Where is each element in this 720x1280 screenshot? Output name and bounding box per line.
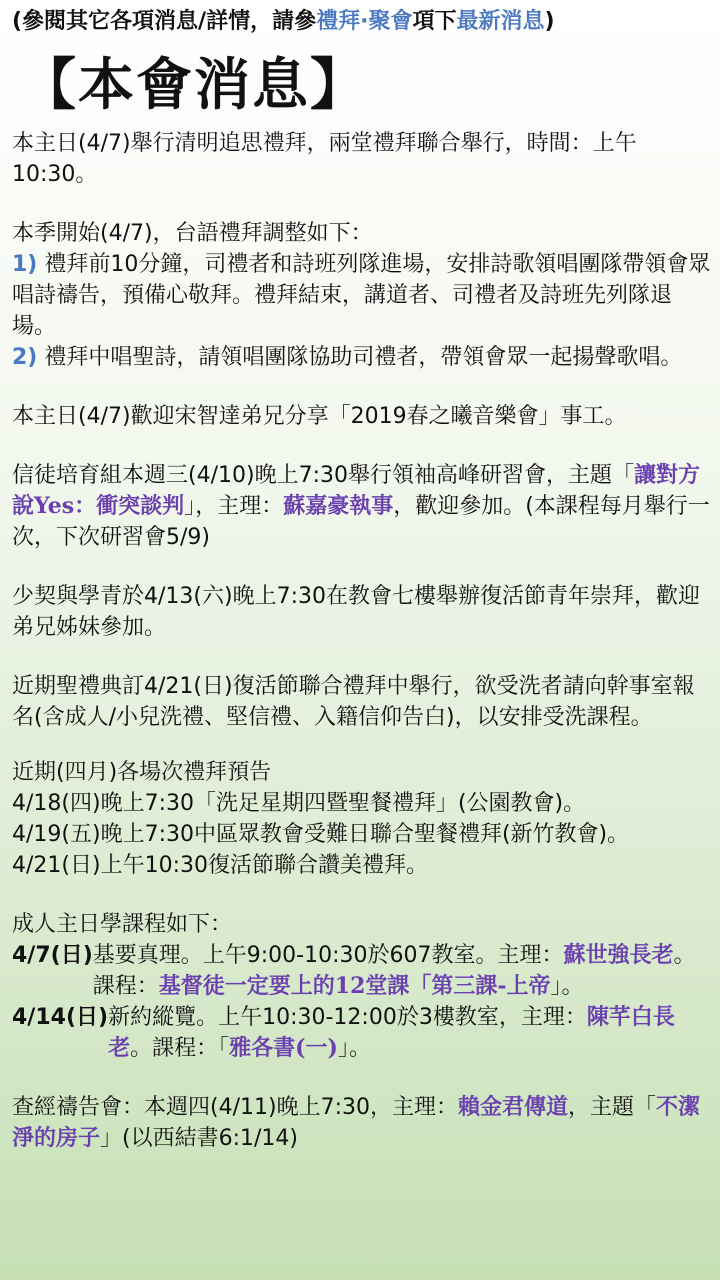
news-item-youth-worship: 少契與學青於4/13(六)晚上7:30在教會七樓舉辦復活節青年崇拜，歡迎弟兄姊妹參加。 bbox=[12, 584, 700, 640]
reference-prefix: (參閱其它各項消息/詳情，請參 bbox=[12, 9, 317, 34]
course-2-label: 。課程：「 bbox=[130, 1036, 230, 1061]
course-2-date: 4/14(日) bbox=[12, 1005, 109, 1030]
point-1-text: 禮拜前10分鐘，司禮者和詩班列隊進場，安排詩歌領唱團隊帶領會眾唱詩禱告，預備心敬拜。禮拜結束，講道者、司禮者及詩班先列隊退場。 bbox=[12, 252, 711, 339]
course-1-text bbox=[93, 940, 712, 1002]
course-2-title: 雅各書(一) bbox=[229, 1035, 338, 1061]
news-item-baptism: 近期聖禮典訂4/21(日)復活節聯合禮拜中舉行，欲受洗者請向幹事室報名(含成人/小兒洗禮、堅信禮、入籍信仰告白)，以安排受洗課程。 bbox=[12, 674, 695, 730]
course-1-date: 4/7(日) bbox=[12, 943, 93, 968]
sunday-school-course-1 bbox=[12, 940, 712, 1002]
seminar-text-a: 信徒培育組本週三(4/10)晚上7:30舉行領袖高峰研習會，主題「 bbox=[12, 463, 634, 488]
worship-gathering-link[interactable]: 禮拜·聚會 bbox=[316, 9, 413, 34]
bible-study-text-c: 」(以西結書6:1/14) bbox=[100, 1126, 298, 1151]
course-1-title: 基督徒一定要上的12堂課「第三課-上帝 bbox=[158, 973, 551, 999]
course-1-end: 」。 bbox=[550, 974, 584, 999]
course-1-label: 。課程： bbox=[92, 943, 696, 999]
course-2-leader: 陳芊白長老 bbox=[108, 1004, 675, 1061]
seminar-topic: 讓對方說Yes：衝突談判 bbox=[12, 462, 700, 519]
reference-suffix: ) bbox=[544, 9, 555, 34]
bible-study-leader: 賴金君傳道 bbox=[457, 1094, 568, 1120]
point-2-number: 2) bbox=[12, 345, 38, 370]
sunday-school-course-2 bbox=[12, 1002, 712, 1064]
taiwanese-service-point-1 bbox=[12, 249, 712, 342]
schedule-line-1: 4/18(四)晚上7:30「洗足星期四暨聖餐禮拜」(公園教會)。 bbox=[12, 791, 586, 816]
reference-note bbox=[12, 0, 712, 44]
reference-mid: 項下 bbox=[412, 9, 457, 34]
seminar-text-c: ，歡迎參加。(本課程每月舉行一次，下次研習會5/9) bbox=[12, 494, 710, 550]
schedule-line-2: 4/19(五)晚上7:30中區眾教會受難日聯合聖餐禮拜(新竹教會)。 bbox=[12, 822, 630, 847]
news-item-leadership-seminar bbox=[12, 460, 712, 553]
sunday-school-intro: 成人主日學課程如下： bbox=[12, 912, 233, 937]
schedule-line-3: 4/21(日)上午10:30復活節聯合讚美禮拜。 bbox=[12, 853, 428, 878]
schedule-intro: 近期(四月)各場次禮拜預告 bbox=[12, 760, 272, 785]
course-2-end: 」。 bbox=[337, 1036, 371, 1061]
bible-study-text-b: ，主題「 bbox=[568, 1095, 657, 1120]
page-title: 【本會消息】 bbox=[20, 53, 368, 118]
point-1-number: 1) bbox=[12, 252, 38, 277]
latest-news-link[interactable]: 最新消息 bbox=[456, 9, 545, 34]
news-item-taiwanese-service bbox=[12, 218, 712, 373]
news-item-concert-sharing: 本主日(4/7)歡迎宋智達弟兄分享「2019春之曦音樂會」事工。 bbox=[12, 404, 627, 429]
point-2-text: 禮拜中唱聖詩，請領唱團隊協助司禮者，帶領會眾一起揚聲歌唱。 bbox=[37, 345, 683, 370]
news-item-april-schedule bbox=[12, 757, 712, 881]
news-item-memorial-service: 本主日(4/7)舉行清明追思禮拜，兩堂禮拜聯合舉行，時間：上午10:30。 bbox=[12, 131, 637, 187]
taiwanese-service-point-2 bbox=[12, 342, 712, 373]
bible-study-topic: 不潔淨的房子 bbox=[12, 1094, 701, 1151]
course-2-text bbox=[108, 1002, 712, 1064]
bible-study-text-a: 查經禱告會：本週四(4/11)晚上7:30，主理： bbox=[12, 1095, 458, 1120]
taiwanese-service-intro: 本季開始(4/7)，台語禮拜調整如下： bbox=[12, 221, 373, 246]
course-1-desc: 基要真理。上午9:00-10:30於607教室。主理： bbox=[92, 943, 564, 968]
course-1-leader: 蘇世強長老 bbox=[563, 942, 674, 968]
seminar-text-b: 」，主理： bbox=[184, 494, 284, 519]
course-2-desc: 新約縱覽。上午10:30-12:00於3樓教室，主理： bbox=[108, 1005, 587, 1030]
news-item-sunday-school bbox=[12, 909, 712, 1064]
news-item-bible-study bbox=[12, 1092, 712, 1154]
seminar-leader: 蘇嘉豪執事 bbox=[283, 493, 394, 519]
news-page bbox=[12, 0, 712, 1154]
